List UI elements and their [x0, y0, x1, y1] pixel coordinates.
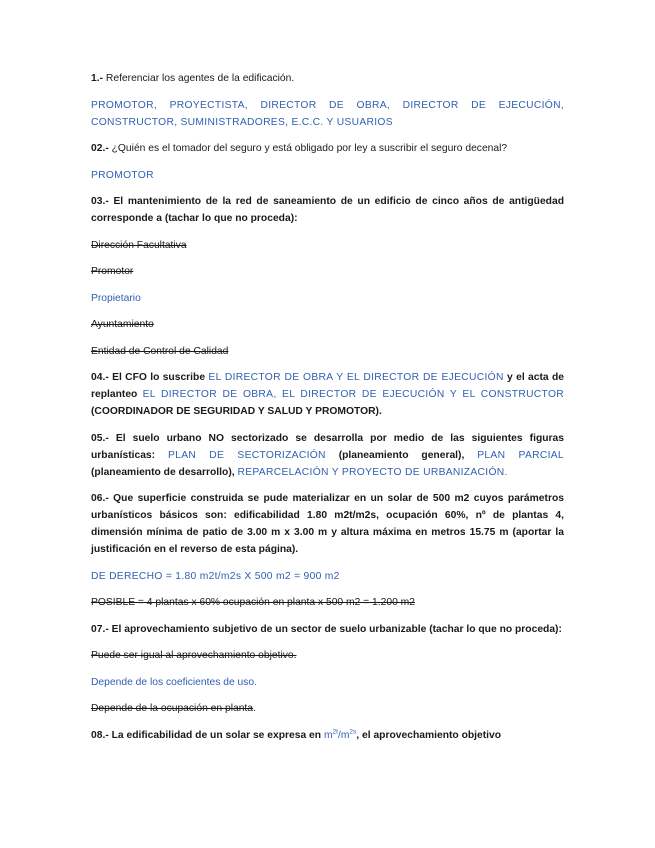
option-struck: Depende de la ocupación en planta	[91, 703, 254, 714]
question-text: y el acta de replanteo	[91, 372, 564, 400]
question-text: El mantenimiento de la red de saneamiento de un edificio de cinco años de antigüedad corresponde a (tachar lo que no proceda):	[91, 196, 564, 224]
option-struck: Puede ser igual al aprovechamiento objetivo.	[91, 650, 297, 661]
unit-part: /m	[337, 729, 350, 741]
question-number: 08.-	[91, 729, 109, 741]
answer-2: PROMOTOR	[91, 169, 154, 181]
question-2	[91, 140, 564, 157]
question-number: 03.-	[91, 196, 109, 207]
unit-superscript: 2t	[332, 728, 338, 736]
question-text: , el aprovechamiento objetivo	[356, 729, 502, 741]
option-selected: Depende de los coeficientes de uso.	[91, 676, 258, 688]
question-text: El CFO lo suscribe	[112, 372, 206, 383]
option-struck: Ayuntamiento	[91, 319, 154, 330]
question-1	[91, 70, 564, 87]
question-text: Referenciar los agentes de la edificación.	[105, 73, 295, 84]
question-number: 06.-	[91, 493, 109, 504]
document-page	[91, 70, 564, 753]
question-text: (planeamiento general),	[338, 449, 465, 461]
question-text: (planeamiento de desarrollo),	[91, 466, 235, 478]
answer-inline: PLAN PARCIAL	[477, 449, 564, 461]
question-number: 1.-	[91, 73, 104, 84]
answer-inline: EL DIRECTOR DE OBRA Y EL DIRECTOR DE EJECUCIÓN	[208, 372, 504, 383]
answer-6-derecho: DE DERECHO = 1.80 m2t/m2s X 500 m2 = 900 m2	[91, 570, 340, 582]
question-8	[91, 727, 564, 744]
option-struck: Entidad de Control de Calidad	[91, 345, 229, 357]
option-struck: Promotor	[91, 266, 134, 277]
question-number: 02.-	[91, 143, 109, 154]
answer-6-posible: POSIBLE = 4 plantas x 60% ocupación en planta x 500 m2 = 1.200 m2	[91, 597, 415, 608]
question-text: (COORDINADOR DE SEGURIDAD Y SALUD Y PROMOTOR).	[91, 406, 382, 417]
option-struck: Dirección Facultativa	[91, 239, 187, 251]
answer-1: PROMOTOR, PROYECTISTA, DIRECTOR DE OBRA, DIRECTOR DE EJECUCIÓN, CONSTRUCTOR, SUMINISTRADORES, E.C.C. Y USUARIOS	[91, 99, 564, 128]
option-row	[91, 700, 564, 717]
option-suffix: .	[253, 703, 256, 714]
unit-expression	[324, 730, 356, 741]
answer-inline: REPARCELACIÓN Y PROYECTO DE URBANIZACIÓN.	[237, 466, 508, 478]
question-text: El aprovechamiento subjetivo de un sector de suelo urbanizable (tachar lo que no proceda):	[111, 623, 562, 635]
question-7	[91, 621, 564, 638]
question-6	[91, 490, 564, 558]
answer-inline: PLAN DE SECTORIZACIÓN	[168, 449, 326, 461]
question-3	[91, 193, 564, 227]
question-text: ¿Quién es el tomador del seguro y está obligado por ley a suscribir el seguro decenal?	[111, 143, 508, 154]
question-4	[91, 369, 564, 420]
unit-part: m	[323, 729, 333, 741]
question-5	[91, 430, 564, 481]
option-selected: Propietario	[91, 292, 141, 304]
question-text: Que superficie construida se pude materializar en un solar de 500 m2 cuyos parámetros urbanísticos básicos son: edificabilidad 1.80 m2t/m2s, ocupación 60%, nº de plantas 4, dimensión mínima de patio de 3.00 m x 3.00 m y altura máxima en metros 15.75 m (aportar la justificación en el reverso de esta página).	[91, 493, 564, 555]
question-text: El suelo urbano NO sectorizado se desarrolla por medio de las siguientes figuras urbanísticas:	[91, 432, 564, 461]
unit-superscript: 2s	[349, 728, 357, 736]
question-number: 07.-	[91, 623, 109, 635]
question-number: 05.-	[91, 432, 109, 444]
question-number: 04.-	[91, 372, 109, 383]
question-text: La edificabilidad de un solar se expresa en	[111, 729, 322, 741]
answer-inline: EL DIRECTOR DE OBRA, EL DIRECTOR DE EJECUCIÓN Y EL CONSTRUCTOR	[142, 389, 564, 400]
